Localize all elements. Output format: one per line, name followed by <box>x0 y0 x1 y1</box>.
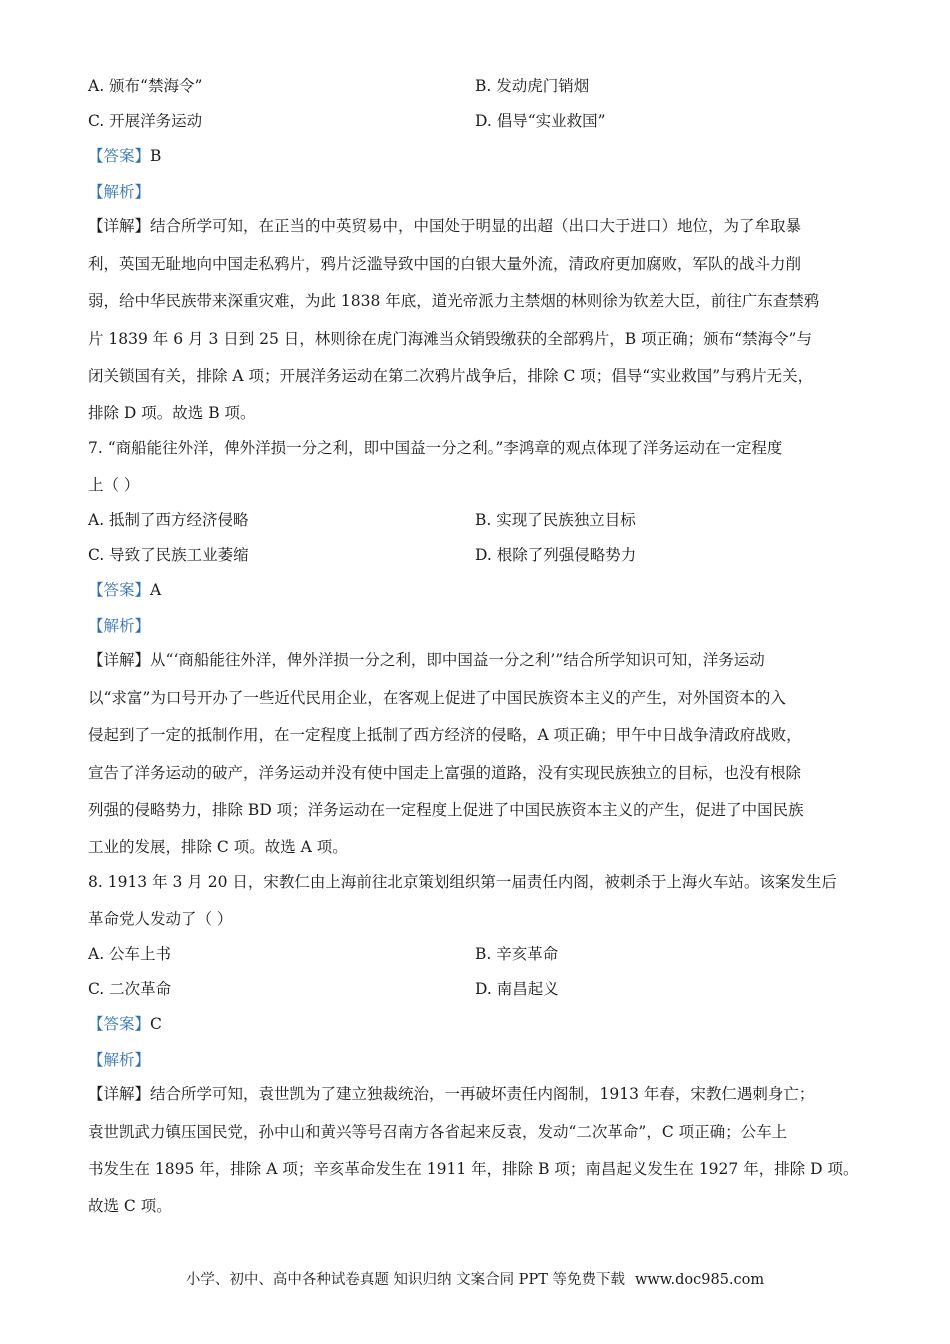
q7-option-d: D. 根除了列强侵略势力 <box>475 546 637 564</box>
q8-stem-line: 革命党人发动了（ ） <box>88 910 233 928</box>
q7-detail-line: 侵起到了一定的抵制作用，在一定程度上抵制了西方经济的侵略，A 项正确；甲午中日战争清政府战败， <box>88 726 802 744</box>
q6-detail-line: 【详解】结合所学可知，在正当的中英贸易中，中国处于明显的出超（出口大于进口）地位，为了牟取暴 <box>88 217 802 235</box>
q8-detail-line: 书发生在 1895 年，排除 A 项；辛亥革命发生在 1911 年，排除 B 项；南昌起义发生在 1927 年，排除 D 项。 <box>88 1160 859 1178</box>
q6-answer <box>88 146 872 166</box>
q7-option-b: B. 实现了民族独立目标 <box>475 511 636 529</box>
footer-text: 小学、初中、高中各种试卷真题 知识归纳 文案合同 PPT 等免费下载 <box>185 1272 625 1288</box>
answer-value: A <box>150 581 162 599</box>
analysis-tag: 【解析】 <box>88 1051 151 1069</box>
q8-analysis-heading <box>88 1050 872 1070</box>
q8-option-b: B. 辛亥革命 <box>475 945 559 963</box>
q8-detail-line: 故选 C 项。 <box>88 1197 172 1215</box>
q8-detail-line: 袁世凯武力镇压国民党，孙中山和黄兴等号召南方各省起来反袁，发动“二次革命”，C 项正确；公车上 <box>88 1123 788 1141</box>
q8-detail-line: 【详解】结合所学可知，袁世凯为了建立独裁统治，一再破坏责任内阁制，1913 年春，宋教仁遇刺身亡； <box>88 1085 815 1103</box>
page-footer <box>0 1270 950 1290</box>
q7-option-c: C. 导致了民族工业萎缩 <box>88 546 249 564</box>
q6-option-b: B. 发动虎门销烟 <box>475 77 590 95</box>
answer-value: C <box>150 1015 162 1033</box>
q7-detail-line: 以“求富”为口号开办了一些近代民用企业，在客观上促进了中国民族资本主义的产生，对外国资本的入 <box>88 689 786 707</box>
q7-detail-line: 【详解】从“‘商船能往外洋，俾外洋损一分之利，即中国益一分之利’”结合所学知识可知，洋务运动 <box>88 651 765 669</box>
analysis-tag: 【解析】 <box>88 183 151 201</box>
footer-url[interactable]: www.doc985.com <box>634 1272 765 1288</box>
analysis-tag: 【解析】 <box>88 617 151 635</box>
q7-answer <box>88 580 872 600</box>
q6-option-c: C. 开展洋务运动 <box>88 112 203 130</box>
q6-option-d: D. 倡导“实业救国” <box>475 112 606 130</box>
q7-stem-line: 7. “商船能往外洋，俾外洋损一分之利，即中国益一分之利。”李鸿章的观点体现了洋务运动在一定程度 <box>88 439 783 457</box>
q7-option-a: A. 抵制了西方经济侵略 <box>88 511 249 529</box>
q6-detail-line: 排除 D 项。故选 B 项。 <box>88 404 256 422</box>
q6-detail-line: 闭关锁国有关，排除 A 项；开展洋务运动在第二次鸦片战争后，排除 C 项；倡导“实业救国”与鸦片无关， <box>88 367 814 385</box>
q8-answer <box>88 1014 872 1034</box>
q7-analysis-heading <box>88 616 872 636</box>
detail-tag: 【详解】 <box>88 217 151 235</box>
q6-detail-line: 弱，给中华民族带来深重灾难，为此 1838 年底，道光帝派力主禁烟的林则徐为钦差大臣，前往广东查禁鸦 <box>88 292 820 310</box>
q8-stem-line: 8. 1913 年 3 月 20 日，宋教仁由上海前往北京策划组织第一届责任内阁，被刺杀于上海火车站。该案发生后 <box>88 873 837 891</box>
q8-option-c: C. 二次革命 <box>88 980 172 998</box>
answer-tag: 【答案】 <box>88 1015 151 1033</box>
q7-detail-line: 宣告了洋务运动的破产，洋务运动并没有使中国走上富强的道路，没有实现民族独立的目标，也没有根除 <box>88 764 802 782</box>
q7-detail-line: 工业的发展，排除 C 项。故选 A 项。 <box>88 838 348 856</box>
q7-detail-line: 列强的侵略势力，排除 BD 项；洋务运动在一定程度上促进了中国民族资本主义的产生，促进了中国民族 <box>88 801 804 819</box>
answer-tag: 【答案】 <box>88 147 151 165</box>
q6-option-a: A. 颁布“禁海令” <box>88 77 203 95</box>
answer-value: B <box>150 147 162 165</box>
answer-tag: 【答案】 <box>88 581 151 599</box>
detail-tag: 【详解】 <box>88 1085 151 1103</box>
q6-detail-line: 片 1839 年 6 月 3 日到 25 日，林则徐在虎门海滩当众销毁缴获的全部鸦片，B 项正确；颁布“禁海令”与 <box>88 330 812 348</box>
detail-tag: 【详解】 <box>88 651 151 669</box>
q6-detail-line: 利，英国无耻地向中国走私鸦片，鸦片泛滥导致中国的白银大量外流，清政府更加腐败，军队的战斗力削 <box>88 255 802 273</box>
q8-option-d: D. 南昌起义 <box>475 980 559 998</box>
q6-analysis-heading <box>88 182 872 202</box>
q8-option-a: A. 公车上书 <box>88 945 172 963</box>
q7-stem-line: 上（ ） <box>88 476 140 494</box>
